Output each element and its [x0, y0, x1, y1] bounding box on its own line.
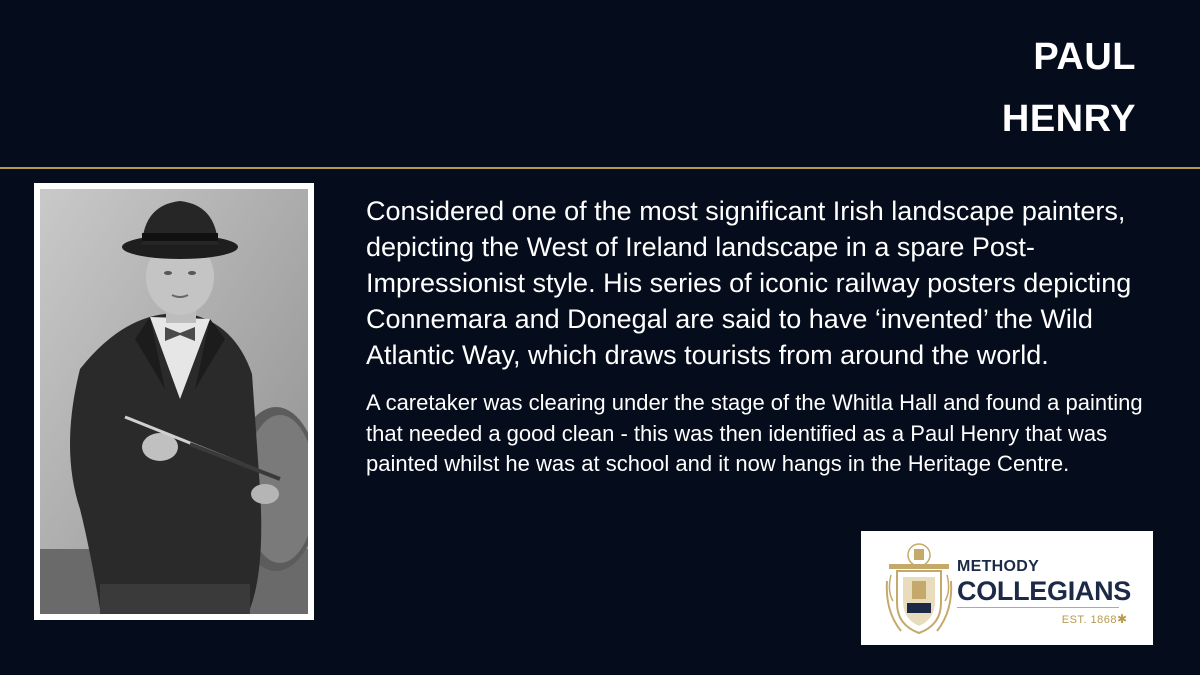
- body-text: [366, 193, 1156, 480]
- logo-established: EST. 1868: [1061, 614, 1117, 626]
- paragraph-biography: Considered one of the most significant Irish landscape painters, depicting the West of Ireland landscape in a spare Post-Impressionist style. His series of iconic railway posters depicting Connemara and Donegal are said to have ‘invented’ the Wild Atlantic Way, which draws tourists from around the world.: [366, 196, 1132, 370]
- methody-collegians-logo: [861, 531, 1153, 645]
- logo-wordmark-methody: METHODY: [957, 558, 1040, 575]
- gold-divider: [0, 167, 1200, 169]
- logo-star-icon: ✱: [1116, 612, 1127, 626]
- portrait-photo-frame: [34, 183, 314, 620]
- logo-rule: [957, 607, 1119, 608]
- logo-wordmark-collegians: COLLEGIANS: [957, 576, 1132, 606]
- title-line-2: HENRY: [1001, 98, 1136, 140]
- paragraph-anecdote: A caretaker was clearing under the stage of the Whitla Hall and found a painting that needed a good clean - this was then identified as a Paul Henry that was painted whilst he was at school and it now hangs in the Heritage Centre.: [366, 390, 1143, 476]
- crest-icon: [883, 541, 955, 637]
- slide-title: [1002, 26, 1136, 150]
- portrait-photo: [40, 189, 308, 614]
- title-line-1: PAUL: [1033, 36, 1136, 78]
